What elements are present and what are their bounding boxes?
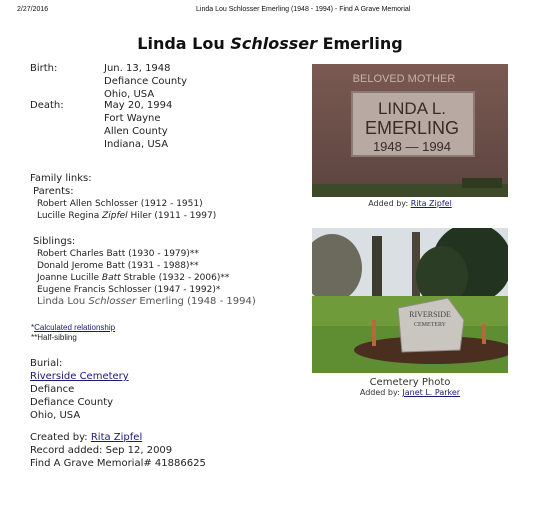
stone-name-first: LINDA L. <box>377 99 447 118</box>
last-name: Emerling <box>322 34 403 53</box>
family-links <box>30 172 92 198</box>
parents-label: Parents: <box>33 186 74 197</box>
birth-date: Jun. 13, 1948 <box>104 63 171 74</box>
burial-county: Defiance County <box>30 397 114 408</box>
death-city: Fort Wayne <box>104 113 161 124</box>
record-info <box>30 431 206 470</box>
print-date: 2/27/2016 <box>17 6 49 13</box>
sibling-link-robert[interactable]: Robert Charles Batt (1930 - 1979)** <box>37 249 199 259</box>
cemetery-photo-caption: Cemetery Photo <box>369 377 451 388</box>
burial-section <box>30 357 129 422</box>
burial-state: Ohio, USA <box>30 410 81 421</box>
birth-county: Defiance County <box>104 76 188 87</box>
birth-state: Ohio, USA <box>104 89 155 100</box>
parent-link-lucille[interactable]: Lucille Regina Zipfel Hiler (1911 - 1997) <box>37 211 217 221</box>
record-added: Record added: Sep 12, 2009 <box>30 445 173 456</box>
headstone-image <box>312 64 508 197</box>
burial-city: Defiance <box>30 384 75 395</box>
cemetery-photo-credit: Added by: Janet L. Parker <box>359 388 461 397</box>
cemetery-photo[interactable] <box>312 228 508 373</box>
sign-line-1: RIVERSIDE <box>409 310 451 319</box>
print-page-title: Linda Lou Schlosser Emerling (1948 - 1994) - Find A Grave Memorial <box>196 6 411 13</box>
photo1-contributor-link[interactable]: Rita Zipfel <box>410 199 452 208</box>
birth-info <box>104 62 187 101</box>
sibling-link-joanne[interactable]: Joanne Lucille Batt Strable (1932 - 2006)** <box>37 273 230 283</box>
cemetery-link[interactable]: Riverside Cemetery <box>30 371 129 382</box>
siblings-list <box>37 248 256 308</box>
half-sibling-note: **Half-sibling <box>31 333 77 342</box>
death-state: Indiana, USA <box>104 139 169 150</box>
birth-label: Birth: <box>30 63 58 74</box>
sign-line-2: CEMETERY <box>413 322 447 328</box>
photo2-contributor-link[interactable]: Janet L. Parker <box>402 388 461 397</box>
cemetery-image <box>312 228 508 373</box>
family-links-heading: Family links: <box>30 173 92 184</box>
memorial-number: Find A Grave Memorial# 41886625 <box>30 458 206 469</box>
death-date: May 20, 1994 <box>104 100 173 111</box>
death-label: Death: <box>30 100 64 111</box>
created-label: Created by: <box>30 432 91 443</box>
burial-label: Burial: <box>30 358 63 369</box>
first-name: Linda Lou <box>137 34 225 53</box>
parents-list <box>37 198 216 222</box>
stone-top: BELOVED MOTHER <box>352 73 456 85</box>
sibling-link-eugene[interactable]: Eugene Francis Schlosser (1947 - 1992)* <box>37 285 221 295</box>
sibling-self: Linda Lou Schlosser Emerling (1948 - 1994) <box>37 296 256 307</box>
stone-dates: 1948 — 1994 <box>372 139 452 154</box>
maiden-name: Schlosser <box>230 34 317 53</box>
calculated-relationship-link[interactable]: Calculated relationship <box>34 323 116 332</box>
creator-link[interactable]: Rita Zipfel <box>90 432 143 443</box>
headstone-photo[interactable] <box>312 64 508 197</box>
relationship-notes: *Calculated relationship **Half-sibling <box>31 323 116 342</box>
death-info <box>104 99 172 151</box>
memorial-title <box>0 34 540 53</box>
sibling-link-donald[interactable]: Donald Jerome Batt (1931 - 1988)** <box>37 261 199 271</box>
parent-link-robert[interactable]: Robert Allen Schlosser (1912 - 1951) <box>37 199 203 209</box>
stone-name-last: EMERLING <box>364 118 460 138</box>
siblings-label: Siblings: <box>33 236 76 247</box>
death-county: Allen County <box>104 126 168 137</box>
headstone-caption: Added by: Rita Zipfel <box>368 199 452 208</box>
